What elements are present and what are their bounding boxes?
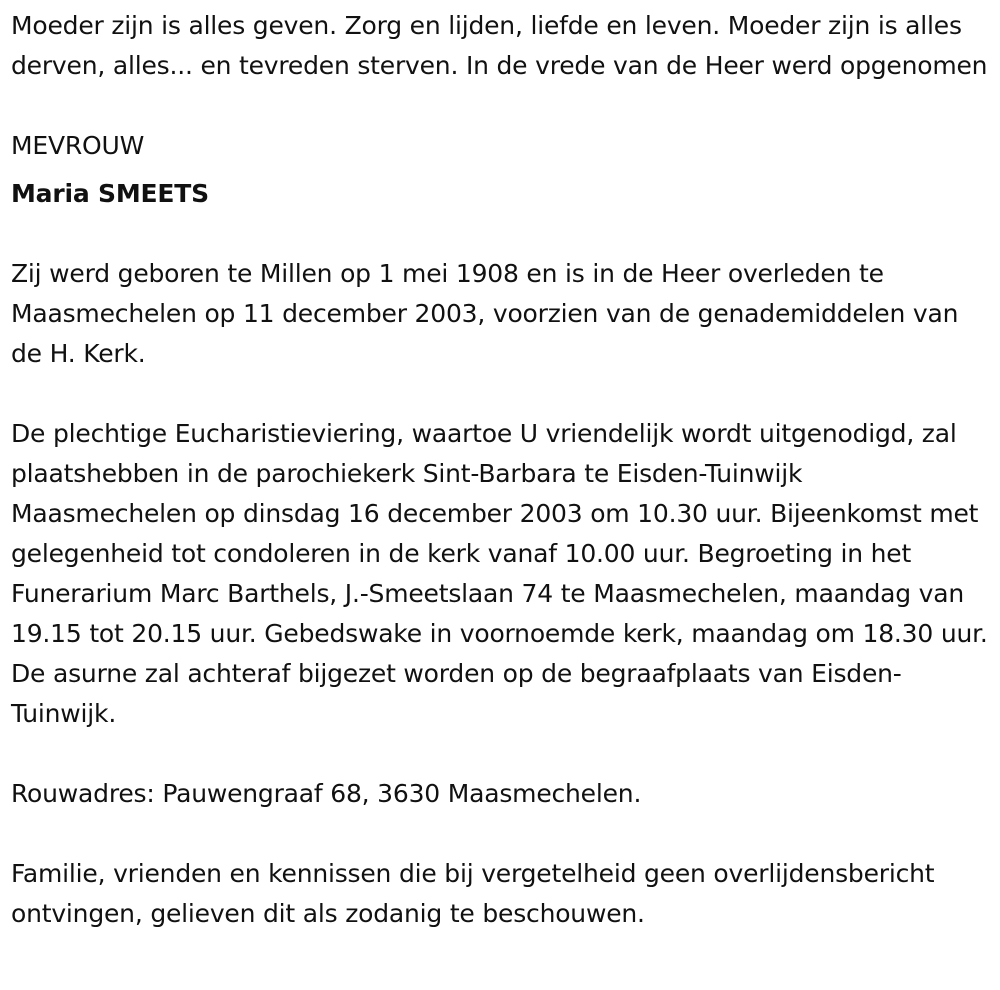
closing-text: Familie, vrienden en kennissen die bij vergetelheid geen overlijdensbericht ontvingen, gelieven dit als zodanig te beschouwen. — [11, 859, 935, 928]
spacer — [11, 814, 988, 854]
address-text: Rouwadres: Pauwengraaf 68, 3630 Maasmechelen. — [11, 779, 642, 808]
spacer — [11, 374, 988, 414]
spacer — [11, 734, 988, 774]
spacer — [11, 214, 988, 254]
birth-death-text: Zij werd geboren te Millen op 1 mei 1908 en is in de Heer overleden te Maasmechelen op 11 december 2003, voorzien van de genademiddelen van de H. Kerk. — [11, 259, 959, 368]
ceremony-text: De plechtige Eucharistieviering, waartoe U vriendelijk wordt uitgenodigd, zal plaatshebben in de parochiekerk Sint-Barbara te Eisden-Tuinwijk Maasmechelen op dinsdag 16 december 2003 om 10.30 uur. Bijeenkomst met gelegenheid tot condoleren in de kerk vanaf 10.00 uur. Begroeting in het Funerarium Marc Barthels, J.-Smeetslaan 74 te Maasmechelen, maandag van 19.15 tot 20.15 uur. Gebedswake in voornoemde kerk, maandag om 18.30 uur. De asurne zal achteraf bijgezet worden op de begraafplaats van Eisden-Tuinwijk. — [11, 419, 988, 728]
intro-text: Moeder zijn is alles geven. Zorg en lijden, liefde en leven. Moeder zijn is alles derven, alles... en tevreden sterven. In de vrede van de Heer werd opgenomen — [11, 11, 988, 80]
deceased-name: Maria SMEETS — [11, 179, 209, 208]
title-label: MEVROUW — [11, 131, 145, 160]
spacer — [11, 86, 988, 126]
